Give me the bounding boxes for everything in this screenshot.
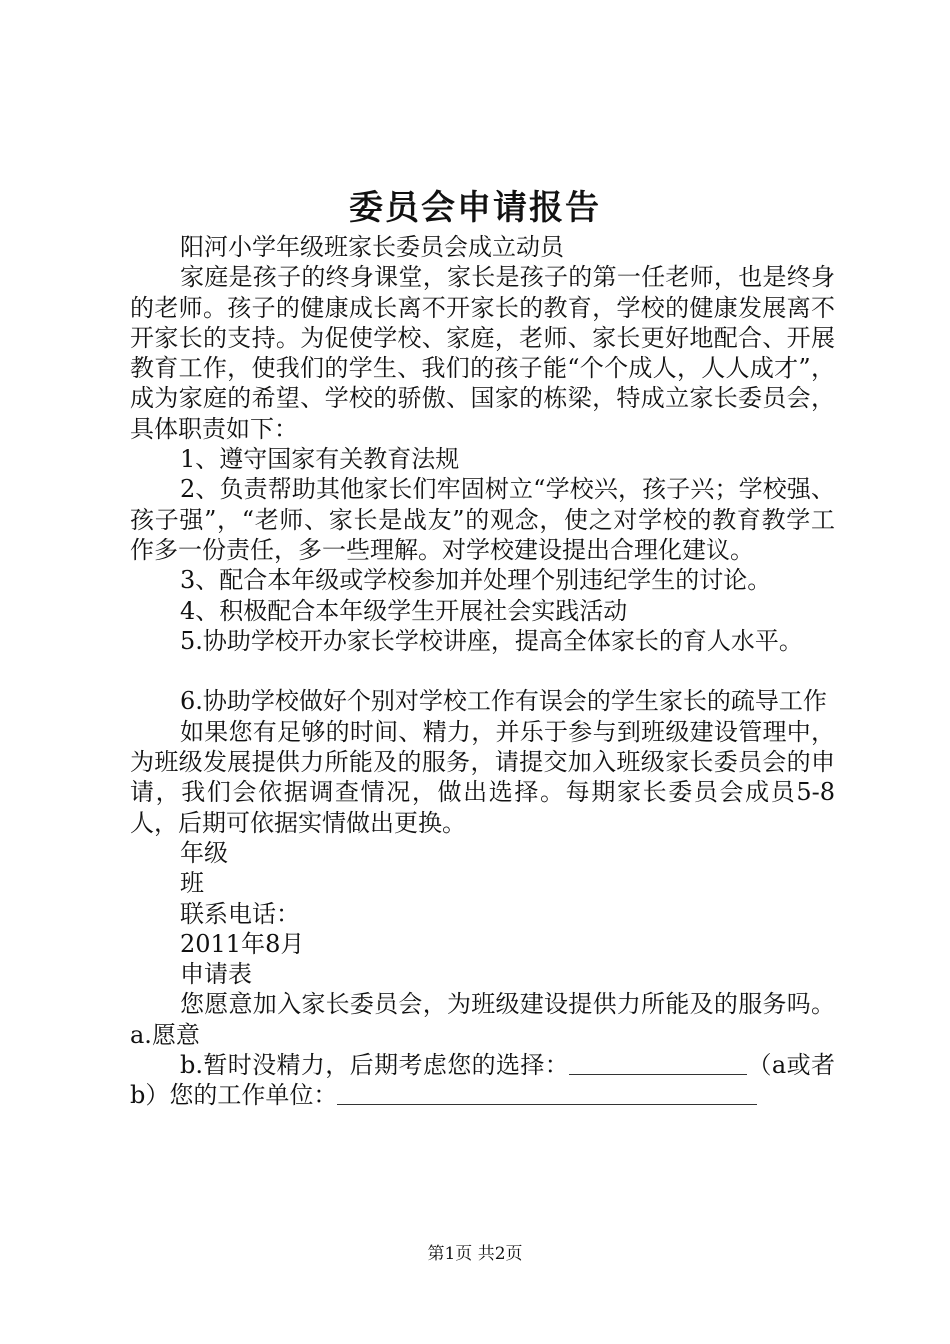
paragraph-intro: 家庭是孩子的终身课堂，家长是孩子的第一任老师，也是终身的老师。孩子的健康成长离不开家长的教育，学校的健康发展离不开家长的支持。为促使学校、家庭，老师、家长更好地配合、开展教育工作，使我们的学生、我们的孩子能“个个成人，人人成才”，成为家庭的希望、学校的骄傲、国家的栋梁，特成立家长委员会，具体职责如下： (130, 263, 835, 443)
paragraph-duty-1: 1、遵守国家有关教育法规 (180, 445, 460, 474)
work-unit-text: （a或者b）您的工作单位： (130, 1051, 836, 1110)
paragraph-form-title: 申请表 (180, 960, 252, 989)
paragraph-class: 班 (180, 869, 204, 898)
choice-text: b.暂时没精力，后期考虑您的选择： (180, 1051, 570, 1080)
paragraph-invitation: 如果您有足够的时间、精力，并乐于参与到班级建设管理中，为班级发展提供力所能及的服务，请提交加入班级家长委员会的申请，我们会依据调查情况，做出选择。每期家长委员会成员5-8人，后期可依据实情做出更换。 (130, 717, 835, 837)
paragraph-duty-4: 4、积极配合本年级学生开展社会实践活动 (180, 596, 628, 625)
paragraph-duty-2: 2、负责帮助其他家长们牢固树立“学校兴，孩子兴；学校强、孩子强”，“老师、家长是战友”的观念，使之对学校的教育教学工作多一份责任，多一些理解。对学校建设提出合理化建议。 (130, 475, 835, 564)
paragraph-date: 2011年8月 (180, 929, 305, 958)
blank-line (130, 656, 835, 686)
work-unit-blank[interactable] (337, 1082, 757, 1105)
paragraph-duty-6: 6.协助学校做好个别对学校工作有误会的学生家长的疏导工作 (180, 687, 827, 716)
document-title: 委员会申请报告 (349, 188, 601, 228)
page-footer: 第1页 共2页 (427, 1244, 523, 1264)
paragraph-choice (130, 1050, 835, 1111)
document-body (130, 232, 835, 1111)
paragraph-question: 您愿意加入家长委员会，为班级建设提供力所能及的服务吗。a.愿意 (130, 990, 835, 1049)
choice-blank[interactable] (569, 1052, 747, 1075)
paragraph-grade: 年级 (180, 838, 228, 867)
paragraph-duty-3: 3、配合本年级或学校参加并处理个别违纪学生的讨论。 (180, 566, 772, 595)
paragraph-heading: 阳河小学年级班家长委员会成立动员 (180, 233, 564, 261)
paragraph-duty-5: 5.协助学校开办家长学校讲座，提高全体家长的育人水平。 (180, 626, 803, 655)
paragraph-phone: 联系电话： (180, 899, 300, 928)
